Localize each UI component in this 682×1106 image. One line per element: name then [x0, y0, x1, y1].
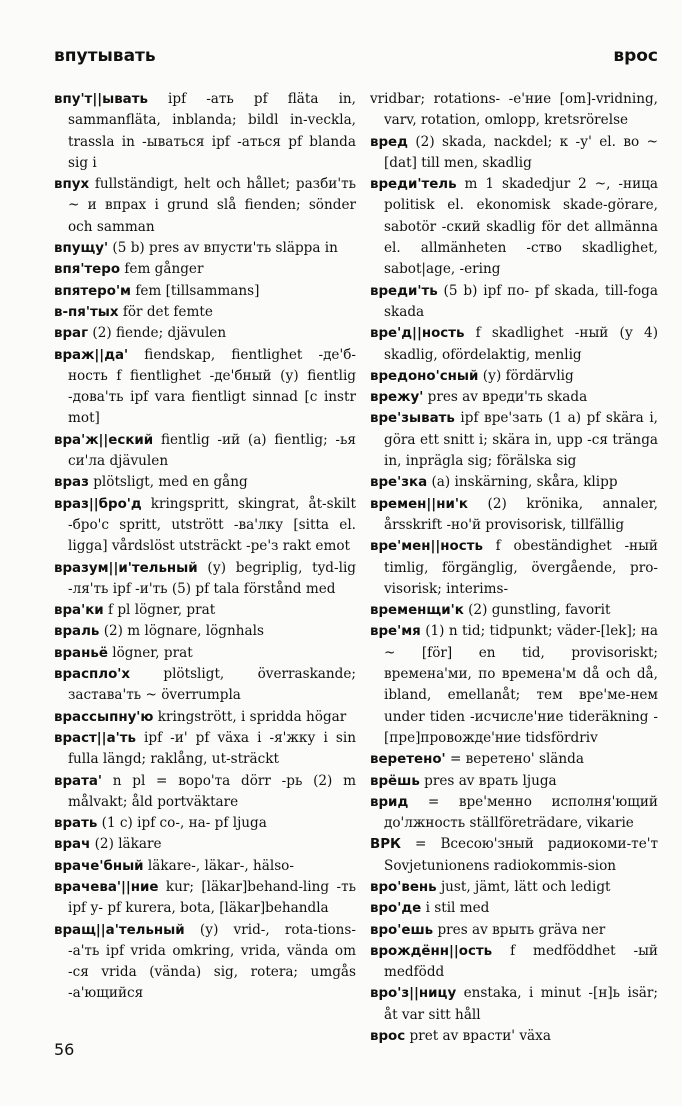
- running-header: [54, 46, 658, 66]
- entry-definition: plötsligt, med en gång: [88, 474, 248, 491]
- dictionary-entry: [370, 366, 658, 387]
- entry-headword: в-пя'тых: [54, 304, 119, 320]
- entry-definition: = Всесою'зный радиокоми-те'т Sovjetunionens radiokommis-sion: [384, 836, 658, 874]
- entry-headword: вреди'тель: [370, 177, 457, 193]
- entry-headword: вредоно'сный: [370, 368, 479, 384]
- entry-definition: = веретено' slända: [445, 751, 584, 768]
- entry-definition: (2) m lögnare, lögnhals: [99, 623, 264, 640]
- entry-headword: врать: [54, 816, 98, 832]
- entry-headword: враньё: [54, 645, 108, 661]
- entry-definition: ipf -и' pf växa i -я'жку i sin fulla längd; raklång, ut-sträckt: [68, 729, 356, 768]
- dictionary-entry: [370, 749, 658, 770]
- left-column: [54, 89, 356, 1005]
- dictionary-entry: [370, 834, 658, 877]
- entry-definition: (5 b) pres av впусти'ть släppa in: [108, 240, 338, 257]
- entry-definition: pres av врыть gräva ner: [433, 921, 606, 938]
- entry-definition: enstaka, i minut -[н]ь isär; åt var sitt håll: [384, 985, 658, 1023]
- dictionary-entry: [54, 600, 356, 621]
- entry-definition: plötsligt, överraskande; застава'ть ~ överrumpla: [68, 666, 356, 704]
- entry-headword: врассыпну'ю: [54, 709, 154, 725]
- header-left-word: впутывать: [54, 46, 156, 66]
- entry-headword: вра'ж||еский: [54, 432, 154, 448]
- entry-definition: läkare-, läkar-, hälso-: [143, 857, 294, 874]
- entry-headword: впух: [54, 177, 90, 193]
- dictionary-entry: [370, 536, 658, 600]
- entry-definition: fem gånger: [120, 261, 204, 278]
- entry-headword: врёшь: [370, 773, 420, 789]
- dictionary-entry: [54, 494, 356, 558]
- entry-headword: врос: [370, 1029, 406, 1045]
- dictionary-entry: [370, 89, 658, 132]
- dictionary-entry: [370, 877, 658, 898]
- entry-headword: враг: [54, 326, 89, 342]
- entry-definition: m 1 skadedjur 2 ~, -ница politisk el. ekonomisk skade-görare, sabotör -ский skadlig för det allmänna el. allmänheten -ство skadlighet, sabot|age, -ering: [384, 176, 658, 278]
- entry-definition: kringspritt, skingrat, åt-skilt -бро'с spritt, utstrött -ва'лку [sitta el. ligga] vårdslöst utsträckt -ре'з rakt emot: [68, 495, 356, 555]
- dictionary-entry: [370, 132, 658, 175]
- entry-headword: впя'теро: [54, 262, 121, 278]
- entry-headword: временщи'к: [370, 603, 464, 619]
- entry-definition: (2) krönika, annaler, årsskrift -но'й provisorisk, tillfällig: [384, 495, 658, 533]
- entry-definition: f medföddhet -ый medfödd: [384, 942, 658, 981]
- entry-definition: (2) skada, nackdel; к -у' el. во ~ [dat] till men, skadlig: [384, 133, 658, 171]
- dictionary-entry: [370, 983, 658, 1026]
- entry-definition: (a) inskärning, skåra, klipp: [427, 474, 618, 491]
- dictionary-entry: [54, 920, 356, 1005]
- entry-headword: врасплo'х: [54, 667, 131, 683]
- entry-headword: вро'вень: [370, 879, 437, 895]
- entry-definition: (2) fiende; djävulen: [88, 325, 227, 342]
- dictionary-entry: [370, 281, 658, 324]
- entry-definition: (у) begriplig, tyd-lig -ля'ть ipf -и'ть (5) pf tala förstånd med: [68, 559, 356, 597]
- entry-headword: вро'ешь: [370, 922, 434, 938]
- dictionary-entry: [54, 707, 356, 728]
- dictionary-entry: [54, 430, 356, 473]
- entry-headword: вра'ки: [54, 603, 104, 619]
- dictionary-entry: [54, 174, 356, 238]
- entry-definition: (у) vrid-, rota-tions- -а'ть ipf vrida omkring, vrida, vända om -ся vrida (vända) sig, rotera; umgås -а'ющийся: [68, 921, 356, 1002]
- entry-headword: врач: [54, 837, 91, 853]
- entry-definition: kur; [läkar]behand-ling -ть ipf у- pf kurera, bota, [läkar]behandla: [68, 878, 356, 917]
- entry-headword: вреди'ть: [370, 283, 438, 299]
- dictionary-entry: [54, 259, 356, 280]
- entry-headword: вращ||а'тельный: [54, 922, 185, 938]
- entry-definition: f skadlighet -ный (у 4) skadlig, ofördelaktig, menlig: [384, 325, 658, 363]
- entry-definition: kringstrött, i spridda högar: [153, 708, 347, 725]
- entry-definition: i stil med: [421, 900, 490, 917]
- dictionary-entry: [370, 408, 658, 472]
- entry-headword: вре'зка: [370, 475, 428, 491]
- dictionary-entry: [54, 728, 356, 771]
- entry-headword: врата': [54, 773, 102, 789]
- dictionary-entry: [54, 302, 356, 323]
- entry-definition: fientlig -ий (а) fientlig; -ья си'ла djävulen: [68, 431, 356, 470]
- entry-definition: just, jämt, lätt och ledigt: [436, 878, 611, 895]
- right-column: [370, 89, 658, 1047]
- entry-headword: времен||ни'к: [370, 496, 469, 512]
- dictionary-entry: [370, 920, 658, 941]
- entry-headword: врачева'||ние: [54, 879, 159, 895]
- dictionary-entry: [54, 834, 356, 855]
- dictionary-entry: [54, 558, 356, 601]
- header-right-word: врос: [613, 46, 658, 66]
- dictionary-entry: [54, 89, 356, 174]
- entry-headword: ВРК: [370, 837, 401, 853]
- entry-definition: pres av врать ljuga: [419, 772, 557, 789]
- dictionary-entry: [370, 792, 658, 835]
- entry-headword: врежу': [370, 390, 424, 406]
- entry-definition: pres av вреди'ть skada: [423, 389, 588, 406]
- dictionary-entry: [54, 813, 356, 834]
- entry-definition: fiendskap, fientlighet -де'б-ность f fientlighet -де'бный (у) fientlig -дова'ть ipf vara fientligt sinnad [с instr mot]: [68, 346, 356, 427]
- entry-headword: враль: [54, 624, 100, 640]
- entry-headword: вро'з||ницу: [370, 986, 457, 1002]
- entry-definition: (5 b) ipf по- pf skada, till-foga skada: [384, 282, 658, 320]
- entry-definition: fullständigt, helt och hållet; разби'ть ~ и впрах i grund slå fienden; sönder och samman: [68, 176, 356, 235]
- entry-definition: (1) n tid; tidpunkt; väder-[lek]; на ~ [för] en tid, provisoriskt; времена'ми, по времена'м då och då, ibland, emellanåt; тем вре'ме-нем under tiden -исчисле'ние tideräkning -[пре]провожде'ние tidsfördriv: [384, 623, 658, 746]
- entry-headword: враз||бро'д: [54, 496, 142, 512]
- dictionary-entry: [370, 494, 658, 537]
- entry-definition: lögner, prat: [107, 644, 193, 661]
- entry-headword: впу'т||ывать: [54, 92, 148, 107]
- entry-headword: вре'мя: [370, 624, 421, 640]
- dictionary-entry: [54, 238, 356, 259]
- dictionary-entry: [54, 281, 356, 302]
- dictionary-entry: [54, 771, 356, 814]
- dictionary-entry: [370, 771, 658, 792]
- dictionary-entry: [54, 472, 356, 493]
- dictionary-entry: [370, 898, 658, 919]
- entry-definition: vridbar; rotations- -е'ние [om]-vridning, varv, rotation, omlopp, kretsrörelse: [370, 91, 658, 129]
- entry-headword: вре'мен||ность: [370, 539, 483, 555]
- dictionary-entry: [54, 856, 356, 877]
- dictionary-entry: [370, 323, 658, 366]
- entry-definition: pret av врасти' växa: [405, 1028, 551, 1045]
- entry-definition: f obeständighet -ный timlig, förgänglig, övergående, pro-visorisk; interims-: [384, 538, 658, 597]
- entry-headword: веретено': [370, 752, 446, 768]
- dictionary-entry: [370, 600, 658, 621]
- dictionary-entry: [54, 664, 356, 707]
- entry-headword: впущу': [54, 241, 109, 257]
- entry-headword: врождённ||ость: [370, 943, 493, 959]
- entry-definition: (2) läkare: [90, 836, 162, 853]
- entry-definition: fem [tillsammans]: [131, 282, 260, 299]
- dictionary-entry: [54, 643, 356, 664]
- entry-headword: враж||да': [54, 347, 129, 363]
- entry-definition: för det femte: [118, 303, 213, 320]
- entry-headword: вразум||и'тельный: [54, 560, 198, 576]
- entry-definition: f pl lögner, prat: [103, 602, 216, 619]
- page-number: 56: [54, 1040, 75, 1059]
- dictionary-entry: [54, 877, 356, 920]
- dictionary-entry: [370, 387, 658, 408]
- entry-definition: = вре'менно исполня'ющий до'лжность ställföreträdare, vikarie: [384, 793, 658, 832]
- entry-headword: впятеро'м: [54, 283, 131, 299]
- entry-headword: враз: [54, 475, 89, 491]
- dictionary-entry: [54, 345, 356, 430]
- entry-headword: вре'зывать: [370, 411, 455, 427]
- entry-definition: ipf -ать pf fläta in, sammanfläta, inblanda; bildl in-veckla, trassla in -ываться ipf -аться pf blanda sig i: [68, 91, 356, 171]
- dictionary-entry: [370, 1026, 658, 1047]
- entry-definition: (2) gunstling, favorit: [463, 602, 611, 619]
- entry-headword: враче'бный: [54, 858, 144, 874]
- dictionary-entry: [370, 621, 658, 749]
- entry-headword: враст||а'ть: [54, 730, 136, 746]
- entry-definition: n pl = воро'та dörr -рь (2) m målvakt; åld portväktare: [68, 772, 356, 810]
- entry-definition: (у) fördärvlig: [478, 367, 574, 384]
- dictionary-entry: [370, 174, 658, 280]
- dictionary-entry: [54, 323, 356, 344]
- entry-headword: вред: [370, 134, 408, 150]
- entry-headword: врид: [370, 794, 409, 810]
- entry-definition: (1 c) ipf со-, на- pf ljuga: [97, 815, 267, 832]
- entry-definition: ipf вре'зать (1 a) pf skära i, göra ett snitt i; skära in, upp -ся tränga in, inprägla sig; förälska sig: [384, 410, 658, 470]
- entry-headword: вро'де: [370, 901, 422, 917]
- dictionary-entry: [54, 621, 356, 642]
- dictionary-entry: [370, 472, 658, 493]
- dictionary-entry: [370, 941, 658, 984]
- entry-headword: вре'д||ность: [370, 326, 465, 342]
